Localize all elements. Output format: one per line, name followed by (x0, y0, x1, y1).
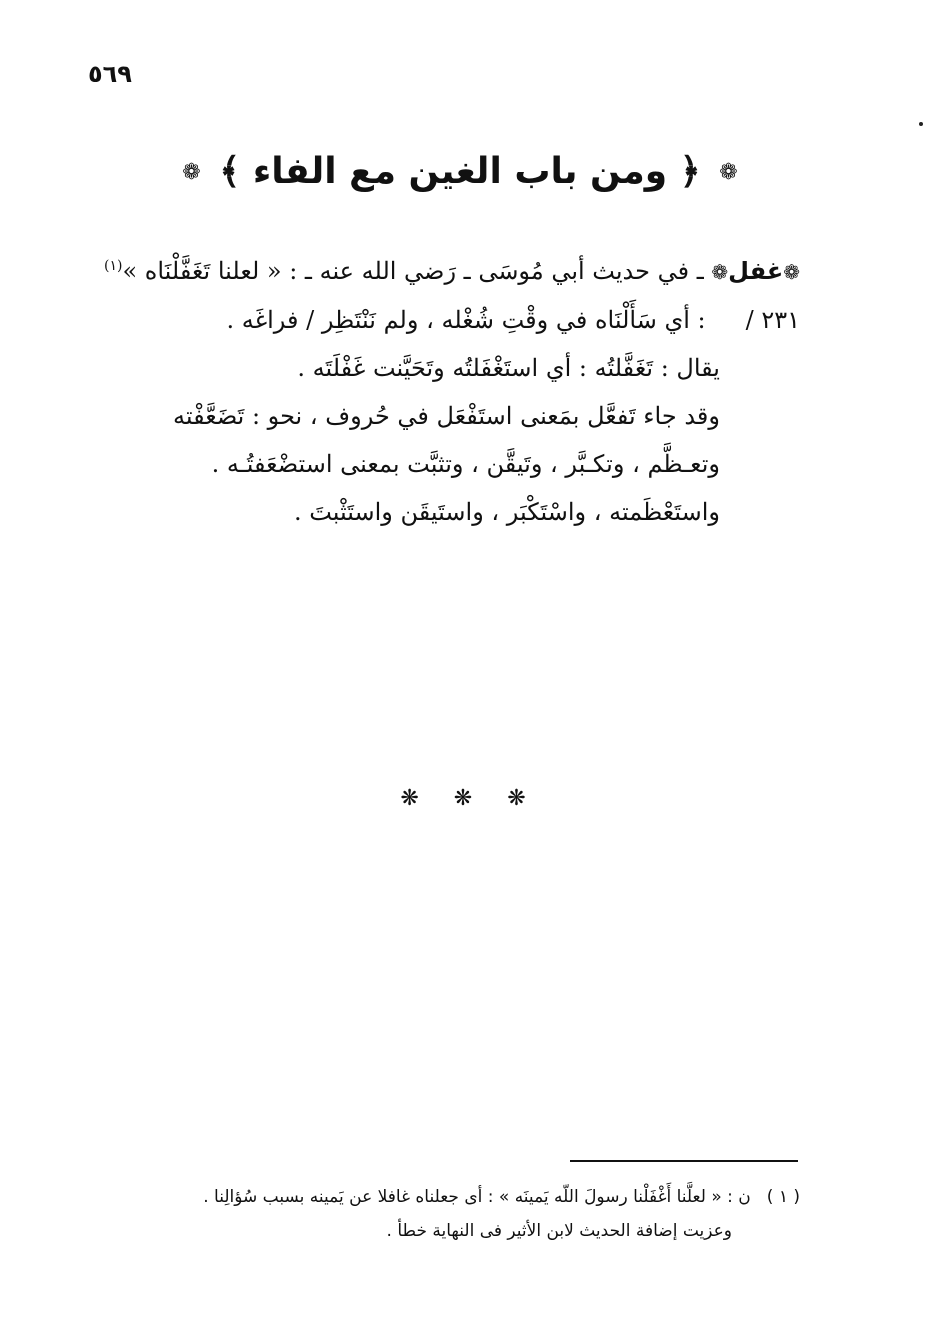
entry-line-1-text: ـ في حديث أبي مُوسَى ـ رَضي الله عنه ـ : « لعلنا تَغَفَّلْنَاه » (122, 257, 712, 285)
entry-line-6: واستَعْظَمته ، واسْتَكْبَر ، واستَيقَن واستَثْبتَ . (293, 498, 720, 526)
footnote-line-2: وعزيت إضافة الحديث لابن الأثير فى النهاية خطأ . (386, 1221, 732, 1241)
footnote-text-1: ن : « لعلَّنا أَغْفَلْنا رسولَ اللّه يَمينَه » : أى جعلناه غافلا عن يَمينه بسبب سُؤالِنا . (203, 1187, 751, 1207)
entry-line-5: وتعـظَّم ، وتكـبَّر ، وتَيقَّن ، وتثبَّت بمعنى استضْعَفتُـه . (211, 450, 720, 478)
footnote-number: ( ١ ) (766, 1187, 800, 1207)
footnote-reference: (١) (103, 258, 123, 274)
section-divider: ❋ ❋ ❋ (400, 786, 540, 811)
entry-line-3: يقال : تَغَفَّلتُه : أي استَغْفَلتُه وتَحَيَّنت غَفْلَتَه . (297, 354, 720, 382)
page-number: ٥٦٩ (88, 60, 132, 88)
stray-mark (919, 122, 923, 126)
footnotes (60, 1180, 800, 1248)
chapter-heading-text: ﴿ ومن باب الغين مع الفاء ﴾ (219, 151, 701, 192)
footnote-separator (570, 1160, 798, 1162)
ornament-left-icon: ❁ (182, 160, 201, 185)
entry-line-2-text: : أي سَأَلْنَاه في وقْتِ شُغْله ، ولم نَنْتَظِر / فراغَه . (226, 306, 706, 334)
headword: غفل (728, 257, 784, 285)
chapter-heading (150, 142, 770, 203)
headword-bracket-close-icon: ❁ (711, 260, 729, 284)
ornament-right-icon: ❁ (719, 160, 738, 185)
page-marker: ٢٣١ / (745, 306, 800, 334)
entry-line-4: وقد جاء تَفعَّل بمَعنى استَفْعَل في حُروف ، نحو : تَضَعَّفْته (173, 402, 720, 430)
headword-bracket-open-icon: ❁ (783, 260, 800, 284)
entry-line-2 (80, 296, 800, 344)
entry-line-1 (80, 242, 800, 296)
dictionary-entry (80, 242, 800, 536)
footnote-line-1 (60, 1180, 800, 1214)
